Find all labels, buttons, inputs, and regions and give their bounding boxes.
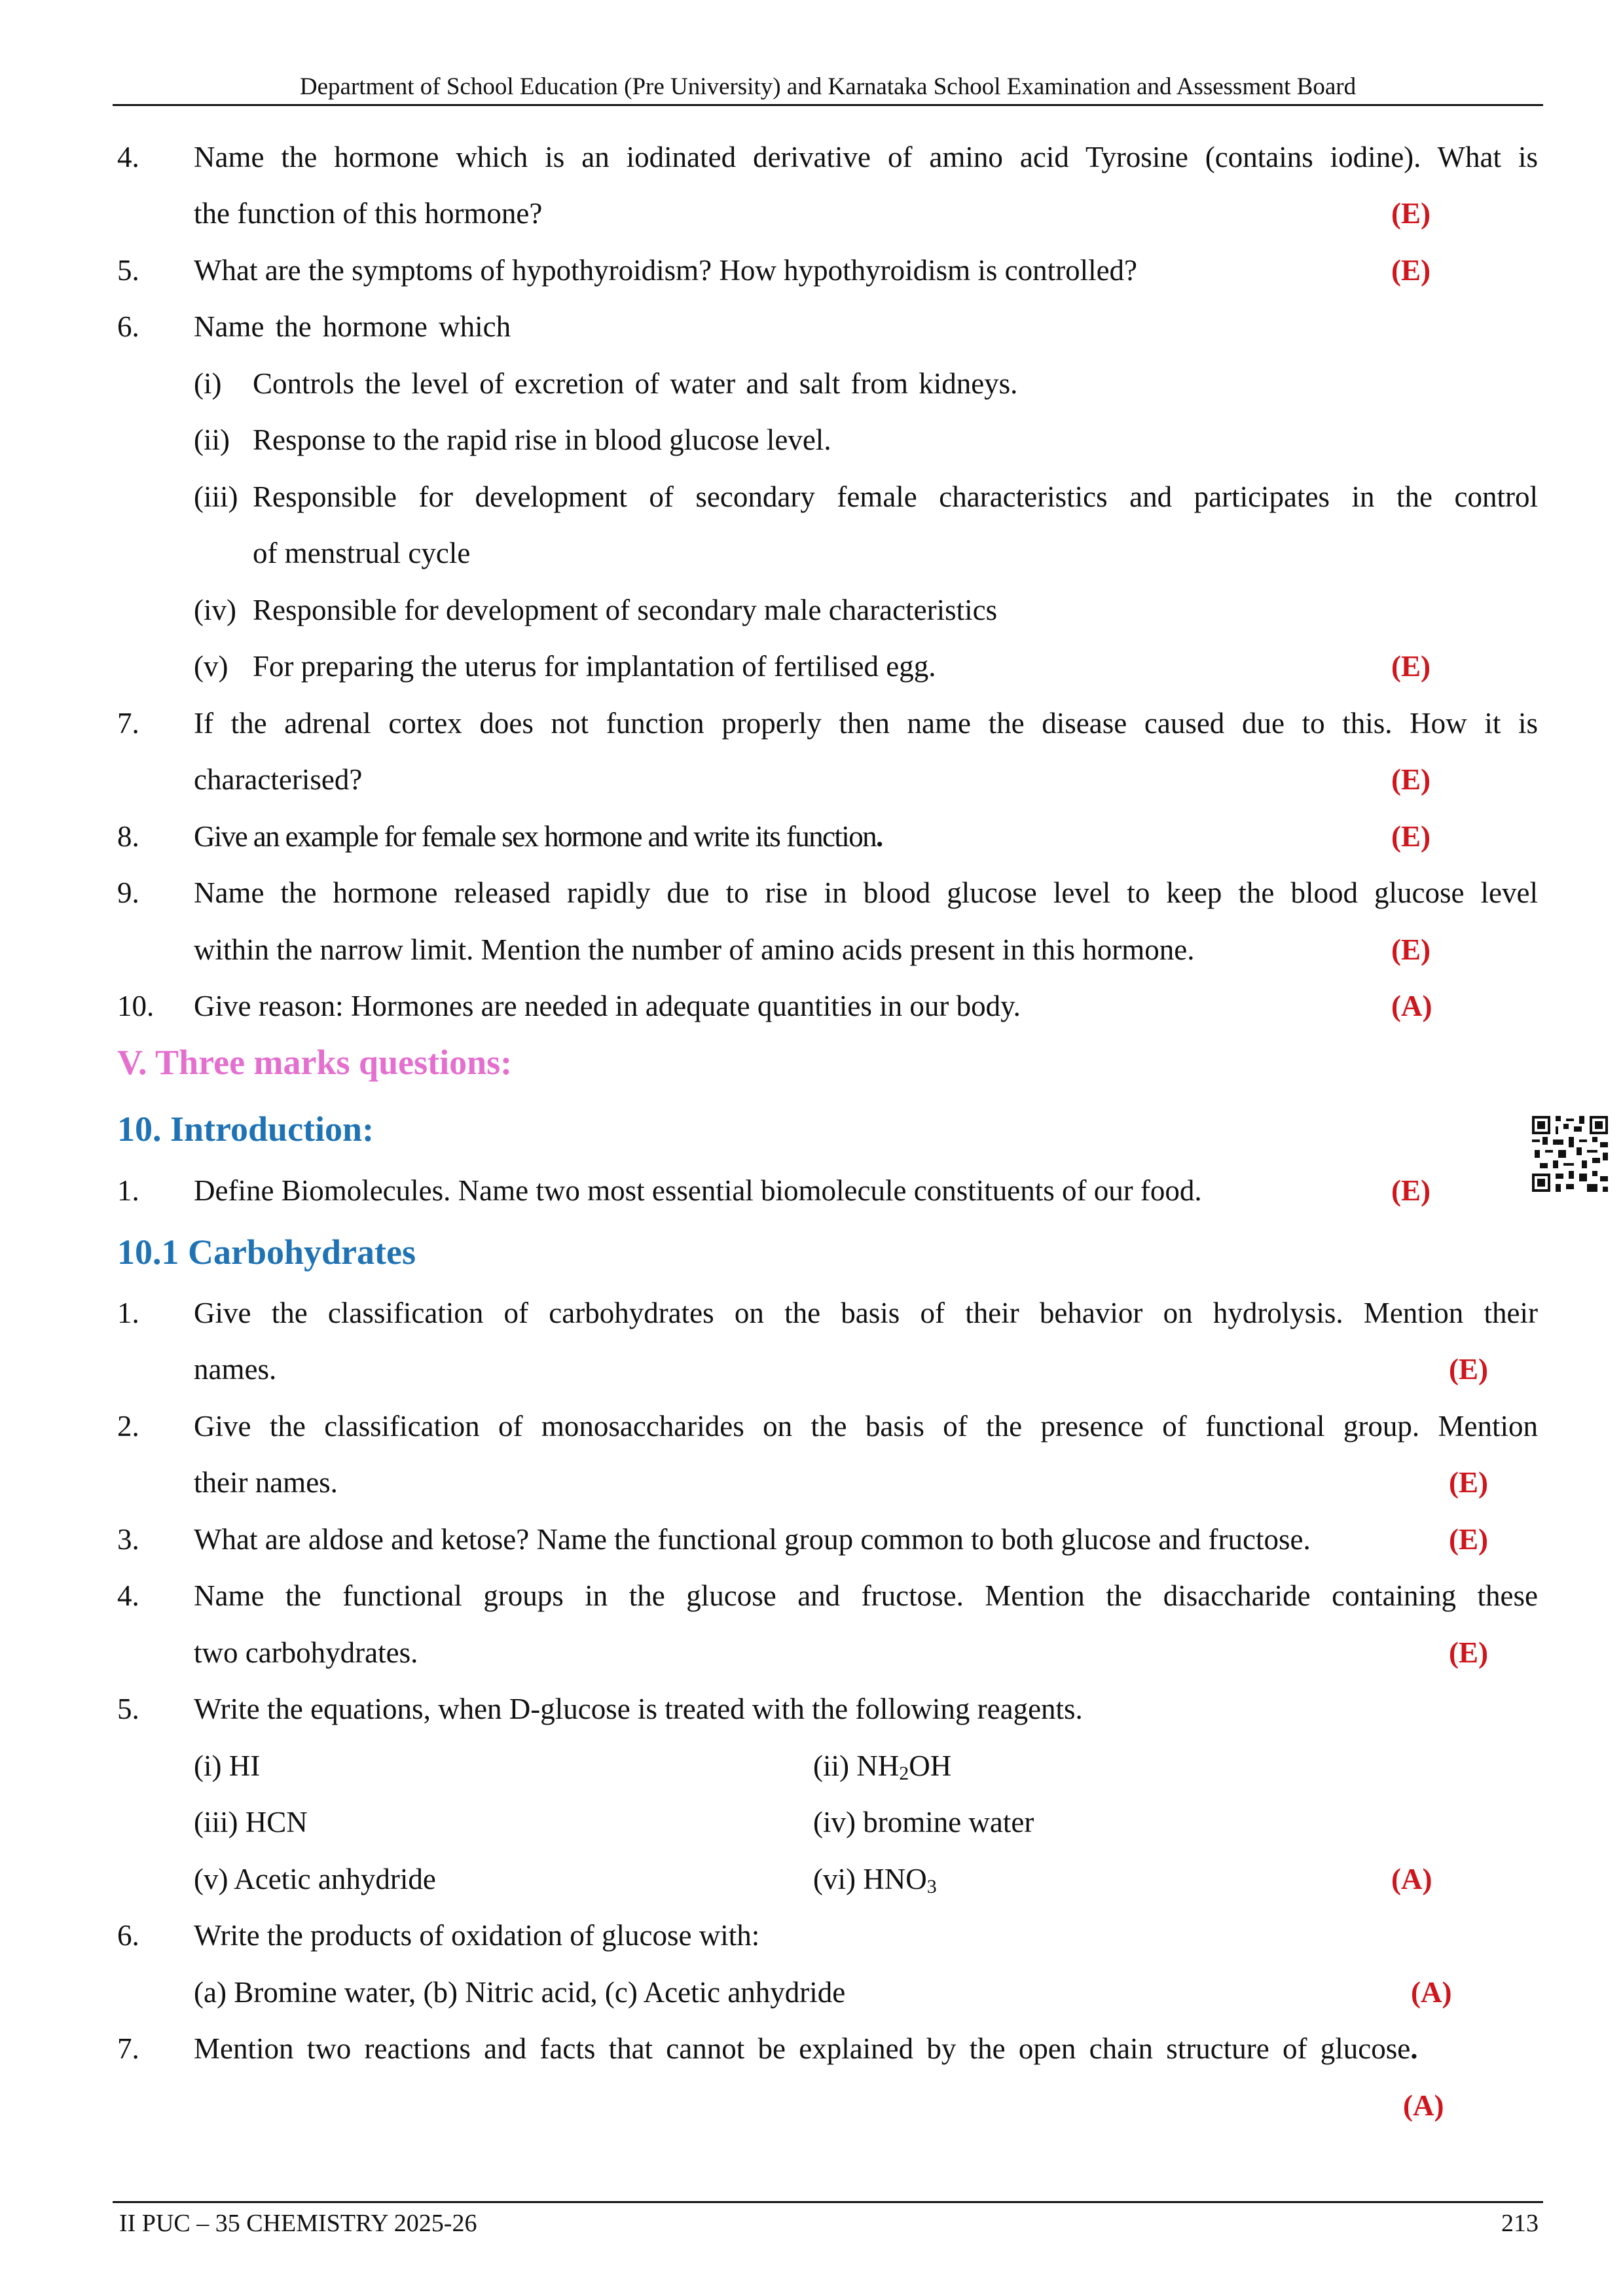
section-heading: V. Three marks questions:	[117, 1043, 513, 1082]
reagent-item	[813, 1746, 951, 1785]
question-subtext: (a) Bromine water, (b) Nitric acid, (c) Acetic anhydride	[194, 1976, 846, 2009]
footer-divider	[113, 2201, 1543, 2203]
difficulty-tag: (A)	[1403, 2089, 1444, 2122]
reagent-item	[813, 1859, 937, 1899]
question-text: What are aldose and ketose? Name the functional group common to both glucose and fructose.	[194, 1523, 1311, 1556]
section-heading: 10.1 Carbohydrates	[117, 1232, 416, 1272]
question-end-dot: .	[1410, 2032, 1418, 2065]
question-number: 1.	[117, 1297, 139, 1329]
sub-item-text: Controls the level of excretion of water and salt from kidneys.	[253, 367, 1018, 400]
sub-item-label: (v)	[194, 650, 228, 683]
question-text: Give the classification of monosaccharides on the basis of the presence of functional group. Mention	[194, 1410, 1538, 1443]
question-number: 8.	[117, 820, 139, 853]
question-number: 7.	[117, 2032, 139, 2065]
question-text: within the narrow limit. Mention the number of amino acids present in this hormone.	[194, 933, 1195, 966]
question-text: Define Biomolecules. Name two most essential biomolecule constituents of our food.	[194, 1174, 1202, 1207]
question-text: characterised?	[194, 763, 363, 796]
difficulty-tag: (E)	[1449, 1466, 1488, 1499]
question-text: What are the symptoms of hypothyroidism? How hypothyroidism is controlled?	[194, 254, 1138, 287]
difficulty-tag: (E)	[1391, 254, 1431, 287]
difficulty-tag: (E)	[1449, 1353, 1488, 1386]
question-number: 6.	[117, 310, 139, 343]
sub-item-text: For preparing the uterus for implantation of fertilised egg.	[253, 650, 936, 683]
question-text-main: Mention two reactions and facts that cannot be explained by the open chain structure of glucose	[194, 2032, 1411, 2065]
sub-item-text: Responsible for development of secondary female characteristics and participates in the control	[253, 480, 1538, 513]
difficulty-tag: (E)	[1391, 1174, 1431, 1207]
sub-item-label: (ii)	[194, 423, 230, 456]
question-text: Name the hormone which	[194, 310, 511, 343]
difficulty-tag: (A)	[1411, 1976, 1452, 2009]
sub-item-text: Response to the rapid rise in blood glucose level.	[253, 423, 831, 456]
question-number: 1.	[117, 1174, 139, 1207]
sub-item-label: (i)	[194, 367, 222, 400]
question-text: Give reason: Hormones are needed in adequate quantities in our body.	[194, 990, 1021, 1022]
difficulty-tag: (E)	[1449, 1636, 1488, 1669]
question-number: 2.	[117, 1410, 139, 1443]
difficulty-tag: (E)	[1391, 650, 1431, 683]
question-text: If the adrenal cortex does not function properly then name the disease caused due to this. How it is	[194, 707, 1538, 740]
question-number: 10.	[117, 990, 155, 1022]
question-end-dot: .	[876, 820, 883, 853]
reagent-text: (vi) HNO	[813, 1863, 927, 1895]
question-number: 5.	[117, 1693, 139, 1725]
subscript: 2	[899, 1763, 909, 1784]
question-number: 4.	[117, 141, 139, 173]
question-number: 3.	[117, 1523, 139, 1556]
question-text: Name the hormone which is an iodinated derivative of amino acid Tyrosine (contains iodine). What is	[194, 141, 1538, 173]
subscript: 3	[926, 1876, 937, 1897]
question-text: names.	[194, 1353, 277, 1386]
difficulty-tag: (E)	[1391, 820, 1431, 853]
reagent-item: (i) HI	[194, 1749, 261, 1782]
reagent-item: (iii) HCN	[194, 1806, 308, 1839]
page-number: 213	[1501, 2210, 1539, 2237]
footer-course: II PUC – 35 CHEMISTRY 2025-26	[119, 2210, 477, 2237]
qr-code	[1532, 1116, 1608, 1192]
section-heading: 10. Introduction:	[117, 1109, 374, 1149]
question-text: Name the functional groups in the glucose and fructose. Mention the disaccharide containing these	[194, 1579, 1538, 1612]
question-text: Name the hormone released rapidly due to rise in blood glucose level to keep the blood glucose level	[194, 876, 1538, 909]
sub-item-label: (iv)	[194, 594, 236, 626]
question-text: their names.	[194, 1466, 338, 1499]
sub-item-text: of menstrual cycle	[253, 537, 471, 569]
question-text-main: Give an example for female sex hormone and write its function	[194, 820, 877, 853]
sub-item-label: (iii)	[194, 480, 238, 513]
question-text: Write the products of oxidation of glucose with:	[194, 1919, 760, 1952]
question-number: 5.	[117, 254, 139, 287]
question-number: 4.	[117, 1579, 139, 1612]
difficulty-tag: (E)	[1391, 197, 1431, 230]
question-number: 6.	[117, 1919, 139, 1952]
question-text: Write the equations, when D-glucose is treated with the following reagents.	[194, 1693, 1083, 1725]
question-text: the function of this hormone?	[194, 197, 543, 230]
difficulty-tag: (E)	[1391, 933, 1431, 966]
question-text: Give the classification of carbohydrates on the basis of their behavior on hydrolysis. Mention their	[194, 1297, 1538, 1329]
difficulty-tag: (E)	[1449, 1523, 1488, 1556]
question-number: 9.	[117, 876, 139, 909]
page-header: Department of School Education (Pre University) and Karnataka School Examination and Assessment Board	[299, 73, 1357, 100]
reagent-item: (v) Acetic anhydride	[194, 1863, 436, 1895]
reagent-text: OH	[909, 1749, 952, 1782]
question-number: 7.	[117, 707, 139, 740]
difficulty-tag: (E)	[1391, 763, 1431, 796]
question-text: two carbohydrates.	[194, 1636, 418, 1669]
sub-item-text: Responsible for development of secondary male characteristics	[253, 594, 998, 626]
header-divider	[113, 104, 1543, 106]
question-text	[194, 817, 883, 856]
difficulty-tag: (A)	[1391, 990, 1432, 1022]
question-text	[194, 2029, 1417, 2068]
difficulty-tag: (A)	[1391, 1863, 1432, 1895]
reagent-text: (ii) NH	[813, 1749, 900, 1782]
reagent-item: (iv) bromine water	[813, 1806, 1034, 1839]
